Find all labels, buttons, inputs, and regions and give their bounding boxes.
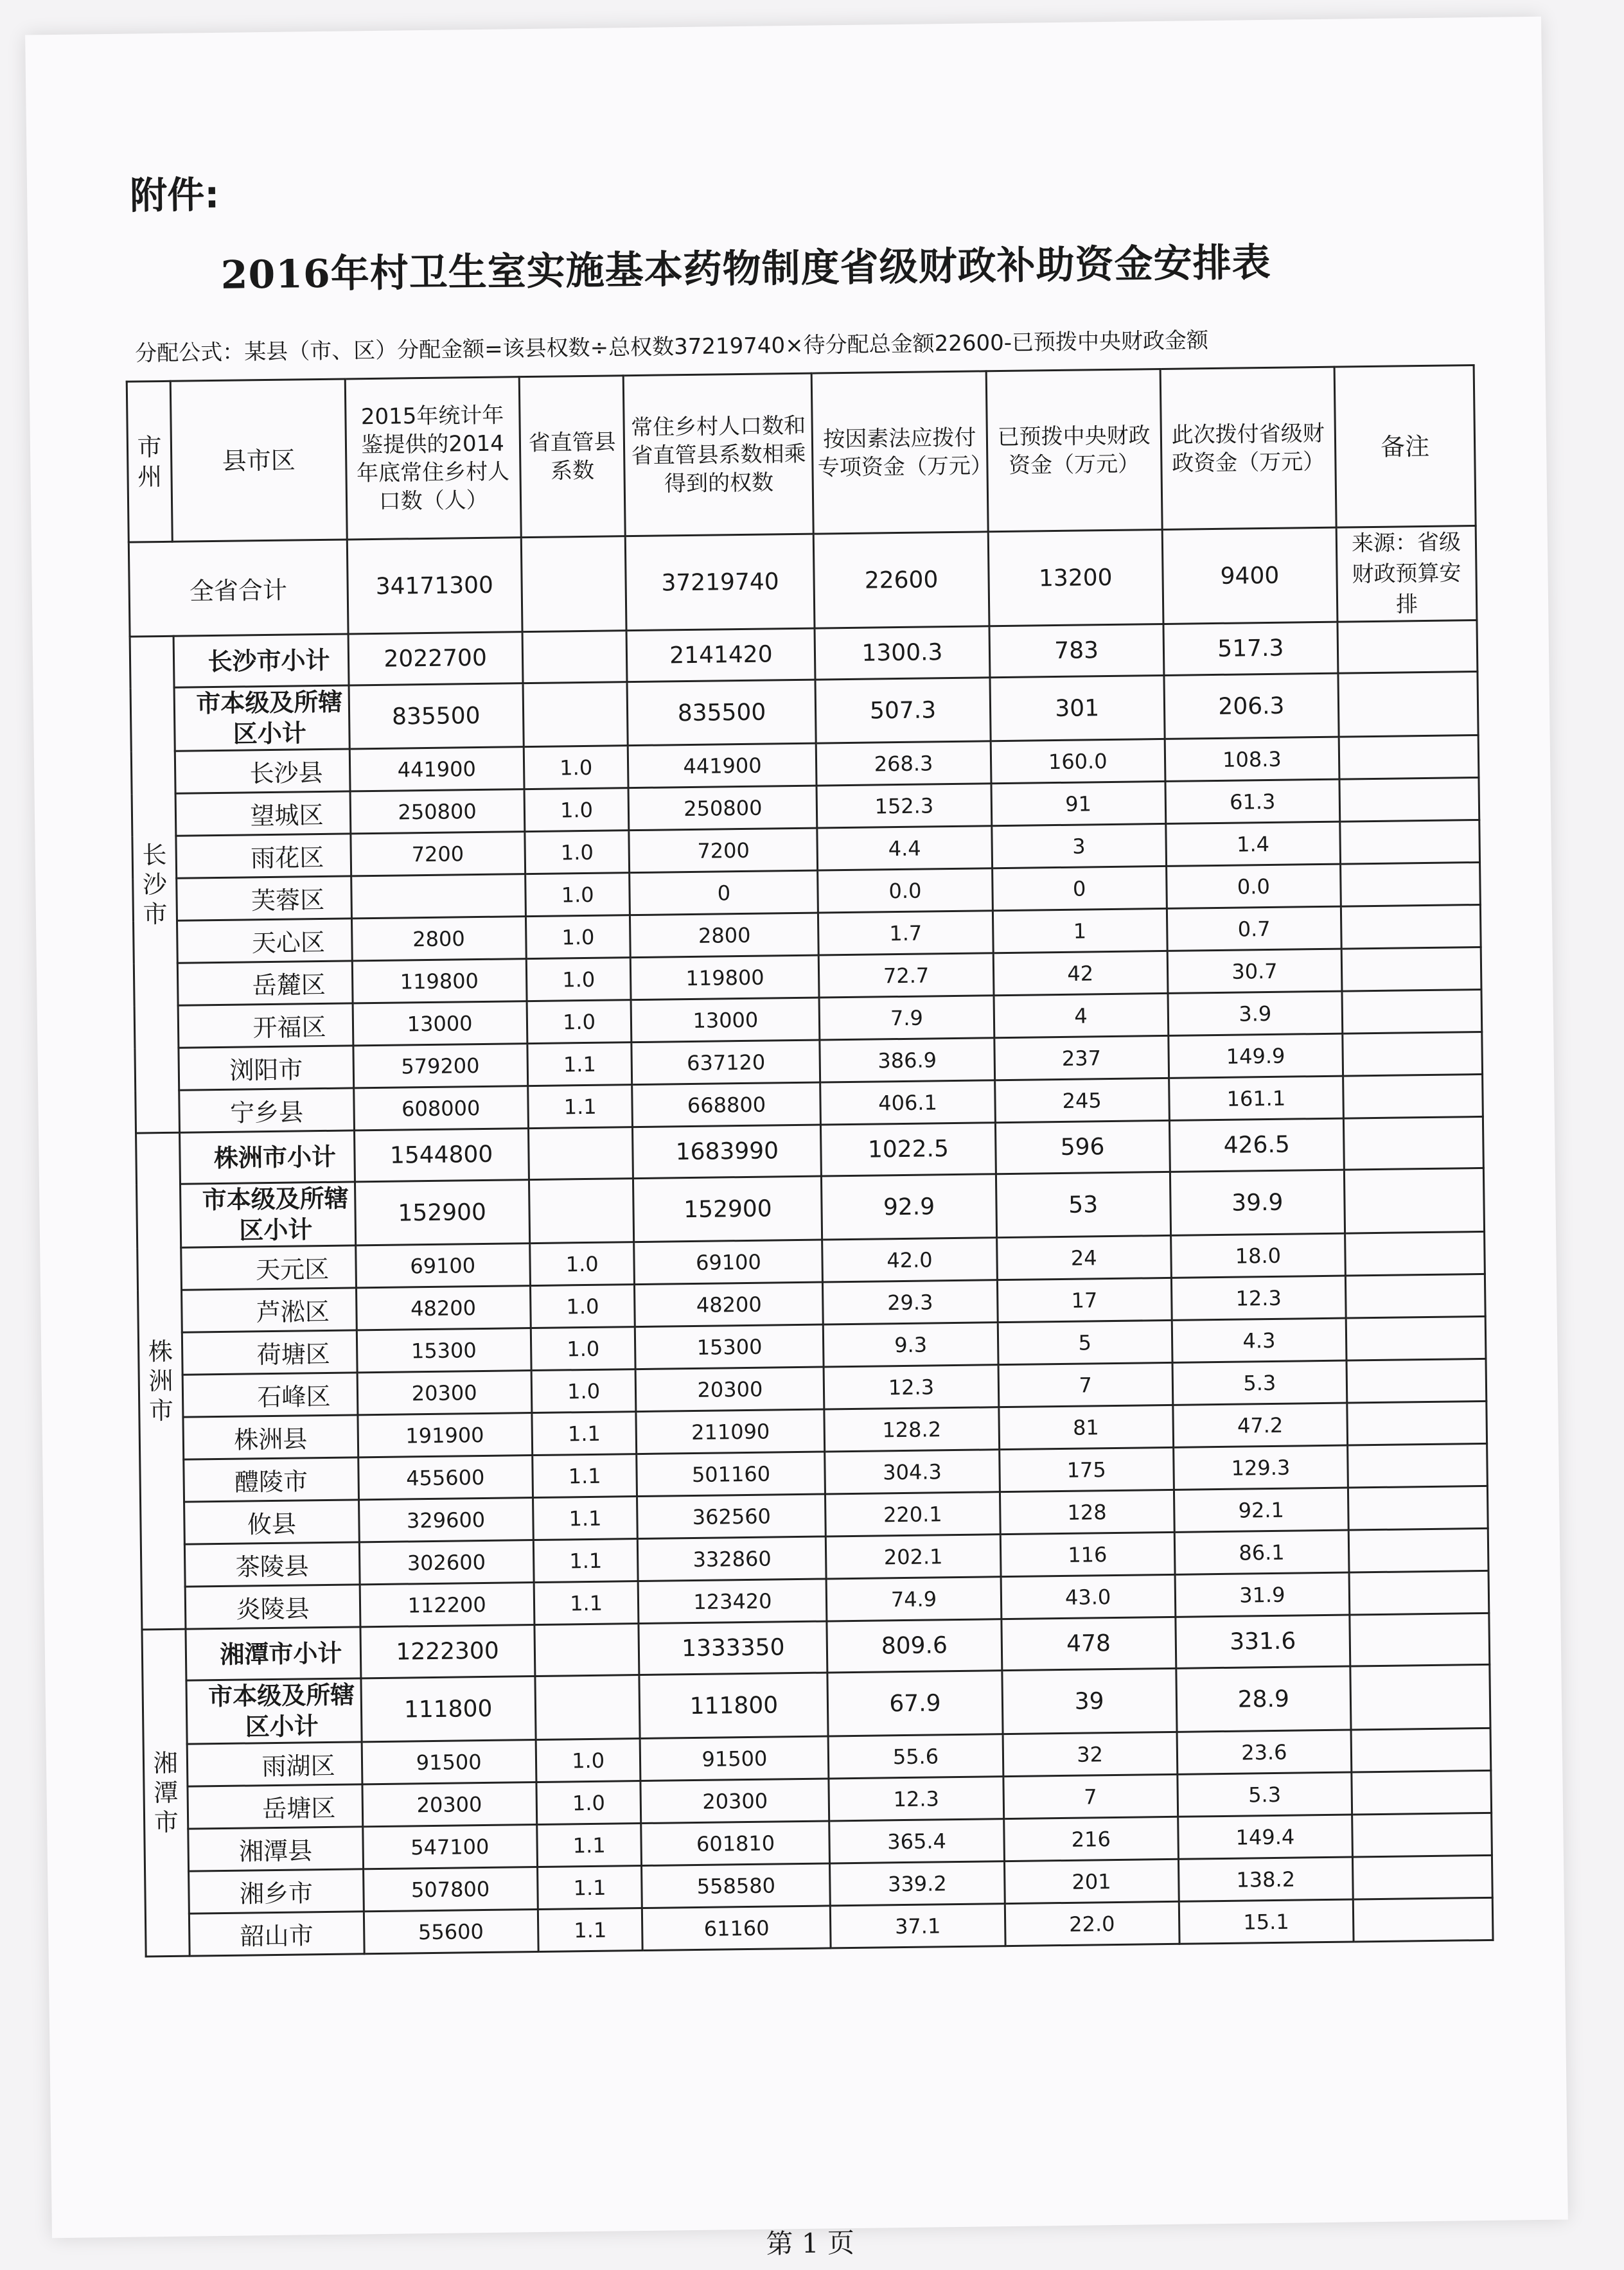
population-cell: 835500 <box>349 683 524 749</box>
population-cell: 455600 <box>358 1456 533 1500</box>
coefficient-cell: 1.0 <box>524 746 629 789</box>
population-cell: 2022700 <box>348 632 523 685</box>
factor-funds-cell: 12.3 <box>824 1365 998 1409</box>
central-prepaid-cell: 42 <box>993 951 1168 995</box>
central-prepaid-cell: 160.0 <box>991 739 1165 783</box>
provincial-cell: 47.2 <box>1173 1403 1348 1447</box>
total-coefficient <box>521 536 627 632</box>
population-cell: 112200 <box>360 1583 534 1627</box>
remark-cell <box>1352 1770 1492 1815</box>
weight-cell: 91500 <box>640 1736 829 1781</box>
weight-cell: 668800 <box>632 1082 821 1127</box>
coefficient-cell: 1.0 <box>527 1000 632 1044</box>
county-name: 芦淞区 <box>182 1288 357 1332</box>
factor-funds-cell: 37.1 <box>831 1904 1005 1948</box>
central-prepaid-cell: 0 <box>992 866 1167 910</box>
county-name: 市本级及所辖区小计 <box>181 1182 355 1247</box>
remark-cell <box>1346 1359 1487 1403</box>
factor-funds-cell: 92.9 <box>822 1174 996 1240</box>
weight-cell: 2141420 <box>627 628 816 682</box>
remark-cell <box>1343 1074 1483 1118</box>
coefficient-cell <box>535 1675 640 1740</box>
central-prepaid-cell: 478 <box>1001 1617 1176 1670</box>
coefficient-cell: 1.1 <box>534 1581 639 1625</box>
county-name: 望城区 <box>175 791 350 836</box>
weight-cell: 637120 <box>631 1040 820 1085</box>
coefficient-cell: 1.1 <box>536 1824 642 1867</box>
weight-cell: 441900 <box>628 743 817 788</box>
weight-cell: 1683990 <box>633 1125 822 1179</box>
remark-cell <box>1352 1855 1492 1899</box>
factor-funds-cell: 29.3 <box>823 1280 998 1324</box>
provincial-cell: 108.3 <box>1165 737 1339 781</box>
factor-funds-cell: 67.9 <box>827 1671 1002 1736</box>
coefficient-cell: 1.0 <box>531 1327 636 1371</box>
central-prepaid-cell: 175 <box>999 1447 1174 1491</box>
weight-cell: 362560 <box>637 1494 826 1539</box>
total-central-prepaid: 13200 <box>988 529 1163 626</box>
weight-cell: 601810 <box>641 1821 830 1866</box>
population-cell: 55600 <box>364 1910 538 1954</box>
provincial-cell: 18.0 <box>1170 1233 1345 1278</box>
population-cell: 2800 <box>351 917 526 961</box>
factor-funds-cell: 7.9 <box>819 996 994 1040</box>
county-name: 醴陵市 <box>184 1457 358 1502</box>
provincial-cell: 28.9 <box>1176 1666 1351 1732</box>
coefficient-cell: 1.1 <box>532 1454 637 1498</box>
coefficient-cell <box>534 1624 640 1676</box>
coefficient-cell <box>528 1127 633 1180</box>
population-cell: 69100 <box>355 1244 530 1288</box>
city-name <box>130 636 180 1133</box>
provincial-cell: 138.2 <box>1178 1857 1353 1901</box>
provincial-cell: 129.3 <box>1173 1445 1348 1490</box>
provincial-cell: 3.9 <box>1168 991 1343 1035</box>
factor-funds-cell: 152.3 <box>816 784 991 828</box>
factor-funds-cell: 406.1 <box>820 1080 995 1125</box>
provincial-cell: 0.0 <box>1166 864 1341 908</box>
document-sheet <box>25 17 1568 2260</box>
factor-funds-cell: 55.6 <box>828 1734 1003 1779</box>
central-prepaid-cell: 7 <box>1003 1774 1178 1818</box>
factor-funds-cell: 507.3 <box>815 678 990 743</box>
remark-cell <box>1342 989 1482 1034</box>
factor-funds-cell: 365.4 <box>829 1819 1004 1863</box>
coefficient-cell <box>529 1179 634 1244</box>
county-name: 岳麓区 <box>178 961 353 1005</box>
weight-cell: 1333350 <box>639 1621 827 1675</box>
header-remark: 备注 <box>1334 365 1476 528</box>
city-name-text: 株 洲 市 <box>148 1337 174 1425</box>
population-cell: 20300 <box>357 1371 532 1415</box>
total-provincial: 9400 <box>1162 527 1337 624</box>
population-cell: 20300 <box>362 1782 536 1827</box>
remark-cell <box>1341 947 1481 991</box>
total-remark: 来源：省级财政预算安排 <box>1336 526 1477 622</box>
central-prepaid-cell: 245 <box>994 1078 1169 1122</box>
weight-cell: 119800 <box>631 955 820 1000</box>
central-prepaid-cell: 39 <box>1002 1668 1176 1734</box>
population-cell: 329600 <box>358 1498 533 1542</box>
remark-cell <box>1337 620 1478 674</box>
weight-cell: 111800 <box>639 1673 828 1739</box>
factor-funds-cell: 1022.5 <box>821 1123 996 1176</box>
provincial-cell: 92.1 <box>1174 1488 1348 1532</box>
county-name: 市本级及所辖区小计 <box>174 685 349 751</box>
population-cell: 1222300 <box>360 1625 534 1678</box>
weight-cell: 2800 <box>630 913 819 958</box>
factor-funds-cell: 809.6 <box>827 1619 1002 1673</box>
population-cell: 608000 <box>353 1086 528 1131</box>
population-cell: 13000 <box>353 1001 527 1046</box>
central-prepaid-cell: 1 <box>993 908 1167 953</box>
remark-cell <box>1343 1116 1483 1170</box>
city-name-text: 长 沙 市 <box>142 840 168 929</box>
population-cell: 302600 <box>359 1540 534 1585</box>
factor-funds-cell: 74.9 <box>826 1577 1001 1621</box>
remark-cell <box>1341 862 1481 906</box>
provincial-cell: 5.3 <box>1178 1772 1352 1817</box>
weight-cell: 211090 <box>636 1409 825 1454</box>
county-name: 芙蓉区 <box>177 876 351 920</box>
header-county: 县市区 <box>171 379 347 541</box>
provincial-cell: 30.7 <box>1167 949 1342 993</box>
header-coefficient: 省直管县系数 <box>519 376 626 538</box>
table-header-row <box>127 365 1476 543</box>
provincial-cell: 23.6 <box>1177 1730 1352 1774</box>
coefficient-cell: 1.0 <box>529 1242 635 1286</box>
county-name: 炎陵县 <box>186 1585 360 1629</box>
central-prepaid-cell: 216 <box>1003 1817 1178 1861</box>
factor-funds-cell: 1300.3 <box>815 626 989 680</box>
coefficient-cell: 1.1 <box>527 1085 633 1129</box>
remark-cell <box>1341 904 1481 949</box>
population-cell: 1544800 <box>354 1129 529 1182</box>
remark-cell <box>1350 1613 1490 1666</box>
factor-funds-cell: 1.7 <box>818 911 993 955</box>
weight-cell: 123420 <box>639 1579 827 1624</box>
coefficient-cell <box>523 682 628 747</box>
coefficient-cell: 1.0 <box>525 873 630 917</box>
city-name-text: 湘 潭 市 <box>153 1748 179 1837</box>
factor-funds-cell: 339.2 <box>830 1861 1005 1906</box>
remark-cell <box>1345 1231 1485 1276</box>
remark-cell <box>1353 1897 1493 1942</box>
weight-cell: 558580 <box>642 1863 831 1908</box>
header-city: 市州 <box>127 381 172 542</box>
weight-cell: 13000 <box>631 998 820 1043</box>
remark-cell <box>1348 1528 1488 1572</box>
central-prepaid-cell: 116 <box>1000 1532 1175 1576</box>
factor-funds-cell: 12.3 <box>829 1777 1003 1821</box>
coefficient-cell <box>522 631 628 683</box>
provincial-cell: 15.1 <box>1179 1899 1354 1944</box>
coefficient-cell: 1.1 <box>532 1412 637 1456</box>
central-prepaid-cell: 17 <box>997 1278 1172 1322</box>
population-cell: 15300 <box>357 1328 531 1373</box>
remark-cell <box>1350 1664 1490 1730</box>
provincial-cell: 86.1 <box>1174 1530 1349 1574</box>
coefficient-cell: 1.1 <box>538 1908 643 1952</box>
remark-cell <box>1340 820 1480 864</box>
central-prepaid-cell: 201 <box>1004 1859 1179 1903</box>
weight-cell: 20300 <box>636 1367 825 1412</box>
remark-cell <box>1352 1813 1492 1857</box>
coefficient-cell: 1.0 <box>530 1285 635 1328</box>
county-name: 市本级及所辖区小计 <box>186 1678 361 1744</box>
county-name: 湘潭市小计 <box>186 1627 360 1680</box>
county-name: 天心区 <box>177 919 352 963</box>
provincial-cell: 4.3 <box>1172 1318 1346 1362</box>
provincial-cell: 39.9 <box>1170 1170 1345 1235</box>
population-cell: 119800 <box>352 959 527 1003</box>
provincial-cell: 1.4 <box>1166 822 1341 866</box>
population-cell: 7200 <box>350 832 525 876</box>
provincial-cell: 31.9 <box>1175 1572 1350 1617</box>
central-prepaid-cell: 53 <box>996 1172 1170 1237</box>
county-name: 天元区 <box>181 1245 356 1290</box>
provincial-cell: 12.3 <box>1171 1276 1346 1320</box>
central-prepaid-cell: 5 <box>998 1320 1172 1364</box>
coefficient-cell: 1.1 <box>533 1539 639 1583</box>
factor-funds-cell: 386.9 <box>820 1038 994 1082</box>
population-cell: 48200 <box>356 1286 531 1330</box>
weight-cell: 61160 <box>642 1906 831 1951</box>
remark-cell <box>1345 1274 1485 1318</box>
remark-cell <box>1344 1168 1484 1233</box>
central-prepaid-cell: 91 <box>991 781 1166 825</box>
weight-cell: 69100 <box>634 1240 823 1285</box>
provincial-cell: 61.3 <box>1165 779 1340 823</box>
provincial-cell: 149.4 <box>1178 1815 1352 1859</box>
factor-funds-cell: 0.0 <box>818 868 993 913</box>
factor-funds-cell: 268.3 <box>816 741 991 786</box>
coefficient-cell: 1.1 <box>533 1497 638 1540</box>
county-name: 攸县 <box>184 1500 359 1544</box>
provincial-cell: 5.3 <box>1172 1360 1347 1405</box>
remark-cell <box>1338 671 1478 737</box>
central-prepaid-cell: 4 <box>994 993 1169 1037</box>
allocation-formula: 分配公式：某县（市、区）分配金额=该县权数÷总权数37219740×待分配总金额22600-已预拨中央财政金额 <box>134 328 1209 367</box>
county-name: 湘潭县 <box>188 1827 363 1871</box>
provincial-cell: 149.9 <box>1169 1034 1343 1078</box>
provincial-cell: 206.3 <box>1164 673 1339 739</box>
factor-funds-cell: 304.3 <box>825 1450 1000 1494</box>
county-name: 长沙县 <box>175 749 350 793</box>
population-cell: 111800 <box>360 1676 535 1742</box>
county-name: 茶陵县 <box>185 1542 360 1587</box>
header-population: 2015年统计年鉴提供的2014年底常住乡村人口数（人） <box>345 377 521 540</box>
weight-cell: 501160 <box>637 1452 825 1497</box>
remark-cell <box>1343 1032 1483 1076</box>
county-name: 宁乡县 <box>179 1088 354 1132</box>
county-name: 开福区 <box>178 1003 353 1048</box>
county-name: 雨湖区 <box>188 1742 362 1786</box>
weight-cell: 20300 <box>640 1779 829 1824</box>
coefficient-cell: 1.1 <box>537 1866 642 1910</box>
central-prepaid-cell: 22.0 <box>1005 1901 1179 1946</box>
county-name: 韶山市 <box>190 1912 364 1956</box>
total-population: 34171300 <box>347 538 522 634</box>
weight-cell: 48200 <box>635 1282 824 1327</box>
remark-cell <box>1346 1316 1486 1360</box>
total-weight: 37219740 <box>626 534 815 631</box>
header-weight: 常住乡村人口数和省直管县系数相乘得到的权数 <box>624 373 814 536</box>
provincial-cell: 161.1 <box>1169 1076 1343 1120</box>
central-prepaid-cell: 783 <box>989 624 1164 677</box>
population-cell: 152900 <box>355 1180 529 1245</box>
city-name <box>136 1132 186 1630</box>
weight-cell: 152900 <box>633 1176 822 1242</box>
city-name <box>142 1629 190 1957</box>
document-title: 2016年村卫生室实施基本药物制度省级财政补助资金安排表 <box>220 240 1272 298</box>
coefficient-cell: 1.0 <box>524 788 630 832</box>
factor-funds-cell: 42.0 <box>822 1238 997 1282</box>
coefficient-cell: 1.1 <box>527 1043 633 1086</box>
population-cell: 547100 <box>362 1825 537 1869</box>
table-row-total <box>128 526 1477 637</box>
population-cell: 250800 <box>350 789 525 834</box>
remark-cell <box>1339 777 1479 822</box>
central-prepaid-cell: 7 <box>998 1362 1173 1407</box>
weight-cell: 332860 <box>638 1536 827 1581</box>
central-prepaid-cell: 3 <box>991 823 1166 868</box>
coefficient-cell: 1.0 <box>536 1781 642 1825</box>
factor-funds-cell: 220.1 <box>825 1492 1000 1536</box>
county-name: 荷塘区 <box>182 1330 357 1375</box>
header-provincial: 此次拨付省级财政资金（万元） <box>1160 367 1336 529</box>
total-factor-funds: 22600 <box>814 532 989 628</box>
weight-cell: 7200 <box>629 828 818 873</box>
provincial-cell: 517.3 <box>1163 622 1338 675</box>
header-factor-funds: 按因素法应拨付专项资金（万元） <box>812 371 988 534</box>
allocation-table <box>126 364 1494 1957</box>
factor-funds-cell: 9.3 <box>824 1323 998 1367</box>
weight-cell: 835500 <box>627 680 816 746</box>
central-prepaid-cell: 596 <box>995 1120 1170 1174</box>
population-cell: 191900 <box>357 1413 532 1457</box>
central-prepaid-cell: 237 <box>994 1035 1169 1080</box>
provincial-cell: 0.7 <box>1167 906 1341 951</box>
county-name: 岳塘区 <box>188 1784 362 1829</box>
factor-funds-cell: 72.7 <box>819 953 994 998</box>
coefficient-cell: 1.0 <box>525 831 630 874</box>
population-cell: 507800 <box>363 1867 538 1912</box>
factor-funds-cell: 128.2 <box>824 1407 999 1452</box>
coefficient-cell: 1.0 <box>536 1739 641 1782</box>
county-name: 株洲市小计 <box>180 1131 355 1184</box>
remark-cell <box>1347 1401 1487 1445</box>
remark-cell <box>1348 1486 1488 1530</box>
population-cell <box>351 874 525 919</box>
county-name: 雨花区 <box>176 834 351 878</box>
remark-cell <box>1348 1443 1488 1488</box>
page-number: 第 1 页 <box>766 2227 855 2260</box>
county-name: 石峰区 <box>182 1373 357 1417</box>
remark-cell <box>1351 1728 1491 1772</box>
central-prepaid-cell: 43.0 <box>1001 1574 1176 1619</box>
county-name: 长沙市小计 <box>173 634 348 687</box>
coefficient-cell: 1.0 <box>525 915 631 959</box>
population-cell: 579200 <box>353 1044 527 1088</box>
central-prepaid-cell: 81 <box>998 1405 1173 1449</box>
header-central-prepaid: 已预拨中央财政资金（万元） <box>986 369 1162 531</box>
remark-cell <box>1349 1571 1489 1615</box>
provincial-cell: 426.5 <box>1169 1118 1344 1172</box>
total-label: 全省合计 <box>128 540 348 637</box>
county-name: 湘乡市 <box>189 1869 364 1914</box>
weight-cell: 250800 <box>628 786 817 831</box>
central-prepaid-cell: 24 <box>996 1235 1171 1280</box>
county-name: 浏阳市 <box>179 1046 353 1090</box>
coefficient-cell: 1.0 <box>531 1369 637 1413</box>
remark-cell <box>1339 735 1479 779</box>
central-prepaid-cell: 32 <box>1003 1732 1178 1776</box>
weight-cell: 0 <box>630 870 818 915</box>
central-prepaid-cell: 128 <box>1000 1490 1174 1534</box>
factor-funds-cell: 4.4 <box>817 826 992 870</box>
central-prepaid-cell: 301 <box>990 675 1165 741</box>
population-cell: 91500 <box>362 1740 536 1784</box>
coefficient-cell: 1.0 <box>526 958 631 1001</box>
weight-cell: 15300 <box>635 1324 824 1369</box>
provincial-cell: 331.6 <box>1176 1615 1350 1668</box>
attachment-label: 附件: <box>129 172 220 218</box>
factor-funds-cell: 202.1 <box>826 1535 1001 1579</box>
population-cell: 441900 <box>349 747 524 791</box>
county-name: 株洲县 <box>183 1415 358 1459</box>
